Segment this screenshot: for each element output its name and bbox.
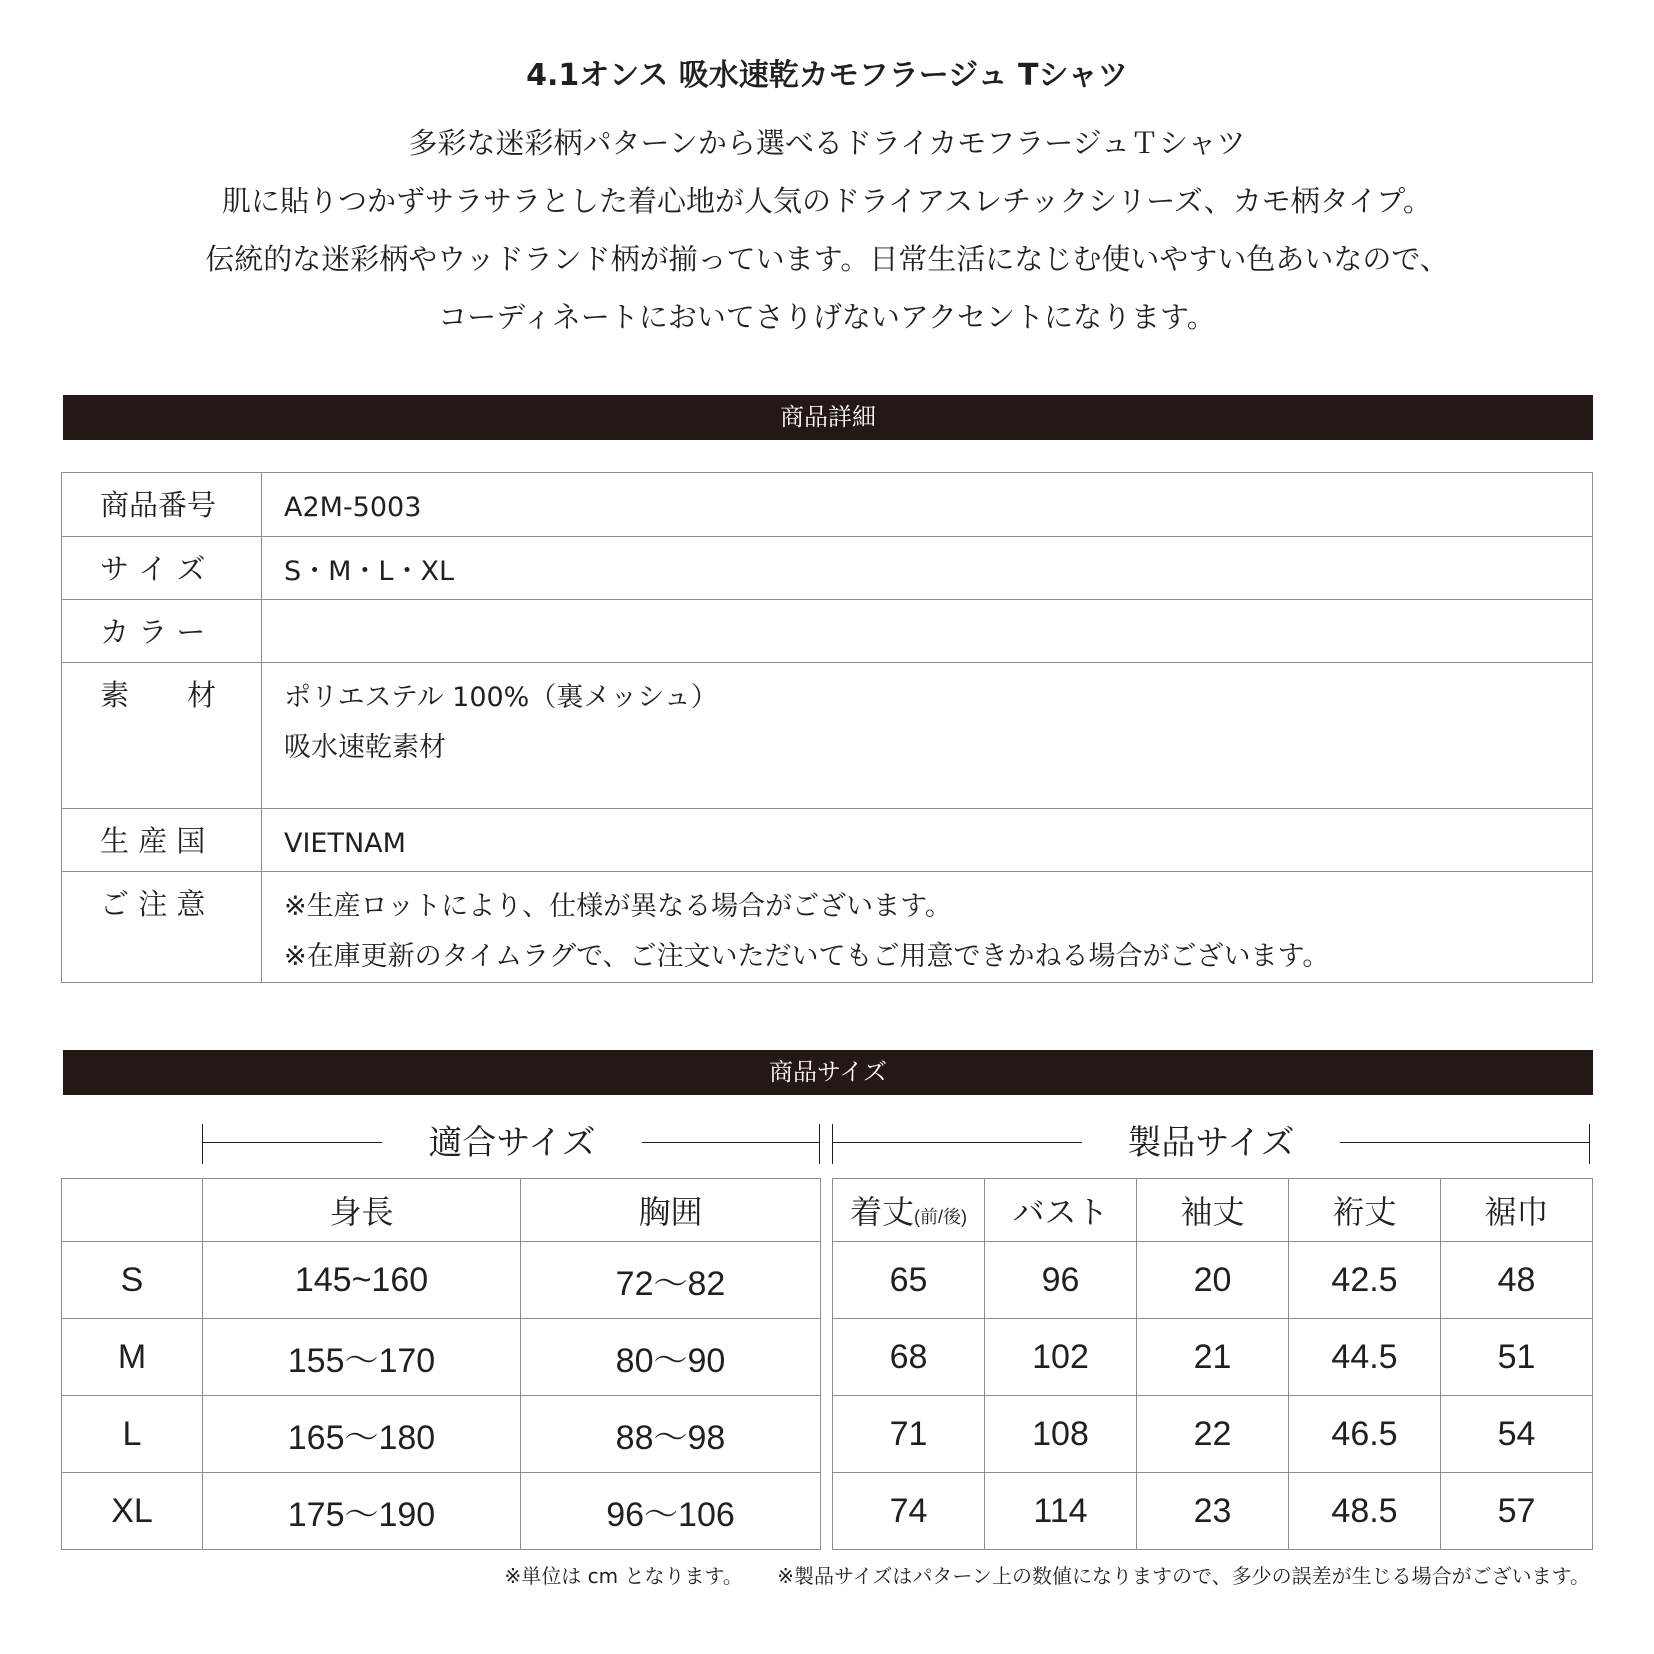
size-label: L — [62, 1396, 203, 1473]
detail-value: S・M・L・XL — [262, 537, 1593, 600]
table-cell: 54 — [1441, 1396, 1593, 1473]
detail-row-notice — [62, 872, 1593, 983]
column-header-label: 着丈 — [849, 1194, 914, 1230]
column-header-note: (前/後) — [914, 1207, 967, 1227]
detail-value — [262, 872, 1593, 983]
detail-value — [262, 600, 1593, 663]
product-intro — [0, 56, 1654, 346]
intro-line: 多彩な迷彩柄パターンから選べるドライカモフラージュＴシャツ — [408, 126, 1246, 160]
detail-row-size — [62, 537, 1593, 600]
height-range: 145~160 — [203, 1242, 521, 1319]
column-header: 袖丈 — [1137, 1179, 1289, 1242]
heading-rule — [1340, 1142, 1590, 1143]
table-cell: 108 — [985, 1396, 1137, 1473]
fit-size-title: 適合サイズ — [428, 1123, 596, 1163]
chest-range: 96～106 — [521, 1473, 821, 1550]
column-header: 胸囲 — [521, 1179, 821, 1242]
footnote-tolerance: ※製品サイズはパターン上の数値になりますので、多少の誤差が生じる場合がございます。 — [777, 1564, 1590, 1588]
detail-row-color — [62, 600, 1593, 663]
table-cell: 20 — [1137, 1242, 1289, 1319]
fit-size-table — [61, 1178, 821, 1550]
table-row — [833, 1473, 1593, 1550]
height-range: 155～170 — [203, 1319, 521, 1396]
intro-line: コーディネートにおいてさりげないアクセントになります。 — [438, 300, 1216, 334]
size-label: XL — [62, 1473, 203, 1550]
table-cell: 42.5 — [1289, 1242, 1441, 1319]
size-label: M — [62, 1319, 203, 1396]
detail-label: カ ラ ー — [62, 600, 262, 663]
table-cell: 44.5 — [1289, 1319, 1441, 1396]
detail-label: 素 材 — [62, 663, 262, 809]
table-cell: 68 — [833, 1319, 985, 1396]
details-header-bar: 商品詳細 — [63, 395, 1593, 440]
table-row — [62, 1396, 821, 1473]
fit-size-heading — [202, 1120, 820, 1166]
footnote-unit: ※単位は cm となります。 — [504, 1564, 743, 1588]
detail-label: 生 産 国 — [62, 809, 262, 872]
detail-value — [262, 663, 1593, 809]
table-cell: 102 — [985, 1319, 1137, 1396]
chest-range: 88～98 — [521, 1396, 821, 1473]
detail-value-line: ※生産ロットにより、仕様が異なる場合がございます。 — [284, 891, 952, 922]
column-header — [833, 1179, 985, 1242]
table-row — [833, 1396, 1593, 1473]
detail-label: サ イ ズ — [62, 537, 262, 600]
table-cell: 74 — [833, 1473, 985, 1550]
column-header: 裄丈 — [1289, 1179, 1441, 1242]
product-title: 4.1オンス 吸水速乾カモフラージュ Tシャツ — [526, 58, 1128, 93]
chest-range: 80～90 — [521, 1319, 821, 1396]
table-cell: 48 — [1441, 1242, 1593, 1319]
height-range: 175～190 — [203, 1473, 521, 1550]
detail-label: ご 注 意 — [62, 872, 262, 983]
height-range: 165～180 — [203, 1396, 521, 1473]
column-header: バスト — [985, 1179, 1137, 1242]
table-row — [62, 1242, 821, 1319]
heading-rule — [642, 1142, 820, 1143]
corner-cell — [62, 1179, 203, 1242]
table-cell: 51 — [1441, 1319, 1593, 1396]
table-cell: 23 — [1137, 1473, 1289, 1550]
table-row — [833, 1319, 1593, 1396]
detail-row-material — [62, 663, 1593, 809]
detail-value: A2M-5003 — [262, 473, 1593, 537]
heading-tick — [819, 1124, 820, 1164]
product-size-title: 製品サイズ — [1127, 1123, 1295, 1163]
intro-line: 伝統的な迷彩柄やウッドランド柄が揃っています。日常生活になじむ使いやすい色あいなので、 — [205, 242, 1449, 276]
detail-label: 商品番号 — [62, 473, 262, 537]
footnotes — [0, 1560, 1590, 1589]
intro-line: 肌に貼りつかずサラサラとした着心地が人気のドライアスレチックシリーズ、カモ柄タイプ。 — [222, 184, 1432, 218]
table-row — [833, 1242, 1593, 1319]
column-header: 身長 — [203, 1179, 521, 1242]
details-table — [61, 472, 1593, 983]
table-cell: 22 — [1137, 1396, 1289, 1473]
detail-row-country — [62, 809, 1593, 872]
table-cell: 65 — [833, 1242, 985, 1319]
size-label: S — [62, 1242, 203, 1319]
table-cell: 21 — [1137, 1319, 1289, 1396]
heading-rule — [202, 1142, 382, 1143]
product-size-table — [832, 1178, 1593, 1550]
table-cell: 114 — [985, 1473, 1137, 1550]
detail-value-line: ポリエステル 100%（裏メッシュ） — [284, 682, 718, 713]
table-row — [62, 1473, 821, 1550]
sizes-header-bar: 商品サイズ — [63, 1050, 1593, 1095]
table-cell: 57 — [1441, 1473, 1593, 1550]
table-cell: 96 — [985, 1242, 1137, 1319]
product-size-heading — [832, 1120, 1590, 1166]
heading-tick — [1589, 1124, 1590, 1164]
detail-value: VIETNAM — [262, 809, 1593, 872]
table-cell: 48.5 — [1289, 1473, 1441, 1550]
column-header: 裾巾 — [1441, 1179, 1593, 1242]
table-cell: 71 — [833, 1396, 985, 1473]
table-row — [62, 1319, 821, 1396]
detail-value-line: ※在庫更新のタイムラグで、ご注文いただいてもご用意できかねる場合がございます。 — [284, 941, 1330, 972]
chest-range: 72～82 — [521, 1242, 821, 1319]
heading-tick — [202, 1124, 203, 1164]
table-cell: 46.5 — [1289, 1396, 1441, 1473]
heading-tick — [832, 1124, 833, 1164]
detail-value-line: 吸水速乾素材 — [284, 732, 446, 763]
fit-size-header-row — [62, 1179, 821, 1242]
product-size-header-row — [833, 1179, 1593, 1242]
detail-row-code — [62, 473, 1593, 537]
heading-rule — [832, 1142, 1082, 1143]
